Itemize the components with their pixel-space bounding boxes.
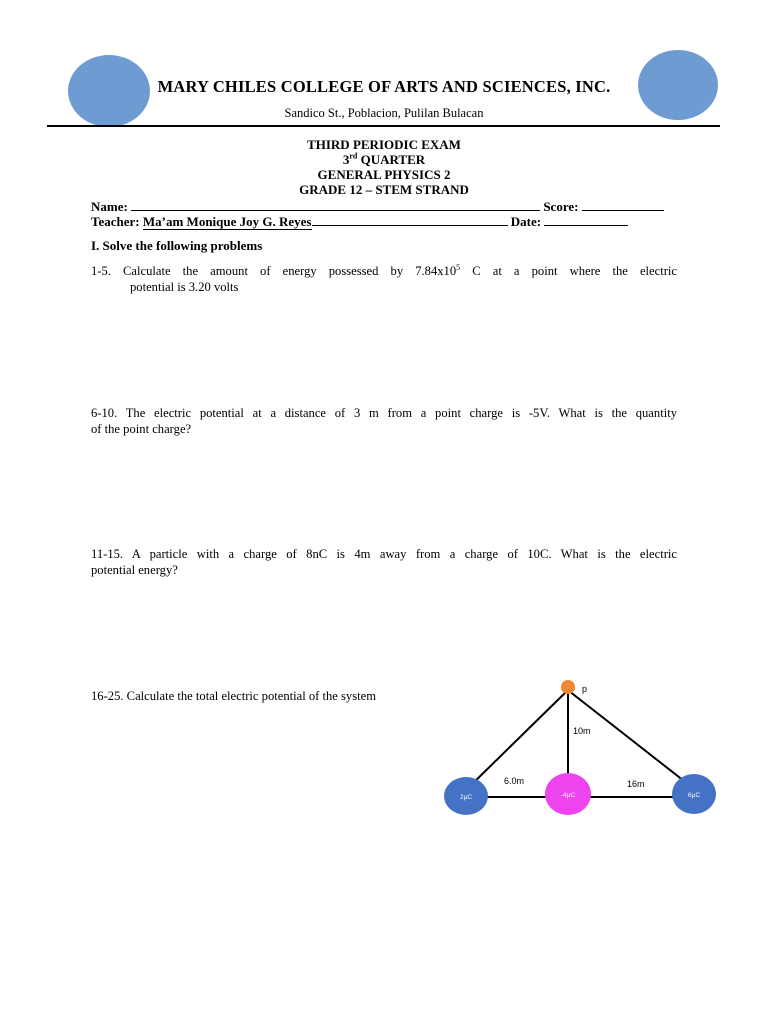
school-name: MARY CHILES COLLEGE OF ARTS AND SCIENCES, INC. <box>157 77 611 96</box>
problem-1-5-text-a: 1-5. Calculate the amount of energy possessed by 7.84x10 <box>91 264 457 278</box>
section-title: I. Solve the following problems <box>91 238 263 253</box>
quarter-word: QUARTER <box>357 152 426 167</box>
school-address: Sandico St., Poblacion, Pulilan Bulacan <box>284 106 484 120</box>
line-p-to-right <box>569 691 693 788</box>
exam-subject: GENERAL PHYSICS 2 <box>317 167 451 182</box>
exam-title: THIRD PERIODIC EXAM <box>307 137 461 152</box>
name-label: Name: <box>91 199 128 214</box>
problem-1-5-exponent: 5 <box>456 262 461 272</box>
teacher-label: Teacher: <box>91 214 140 229</box>
vertical-distance-label: 10m <box>573 726 591 736</box>
point-p-marker <box>561 680 575 694</box>
problem-16-25-line-1: 16-25. Calculate the total electric potential of the system <box>91 689 377 703</box>
quarter-number: 3 <box>342 152 350 167</box>
exam-grade: GRADE 12 – STEM STRAND <box>299 182 469 197</box>
problem-6-10-line-1: 6-10. The electric potential at a distance of 3 m from a point charge is -5V. What is the quantity <box>91 406 677 420</box>
problem-11-15-line-2: potential energy? <box>91 563 178 577</box>
charge-right-label: 6μC <box>687 792 701 799</box>
problem-1-5-line-2: potential is 3.20 volts <box>130 280 239 294</box>
date-label: Date: <box>510 214 542 229</box>
score-label: Score: <box>543 199 579 214</box>
charge-middle-label: -4μC <box>560 792 576 799</box>
problem-6-10-line-2: of the point charge? <box>91 422 192 436</box>
right-distance-label: 16m <box>627 779 645 789</box>
quarter-ordinal: rd <box>349 151 358 161</box>
left-distance-label: 6.0m <box>504 776 525 786</box>
problem-11-15-line-1: 11-15. A particle with a charge of 8nC is 4m away from a charge of 10C. What is the electric <box>91 547 677 561</box>
problem-1-5-text-b: C at a point where the electric <box>460 264 677 278</box>
charge-left-label: 2μC <box>459 794 473 801</box>
teacher-name: Ma’am Monique Joy G. Reyes <box>142 214 312 229</box>
point-p-label: p <box>582 684 588 694</box>
